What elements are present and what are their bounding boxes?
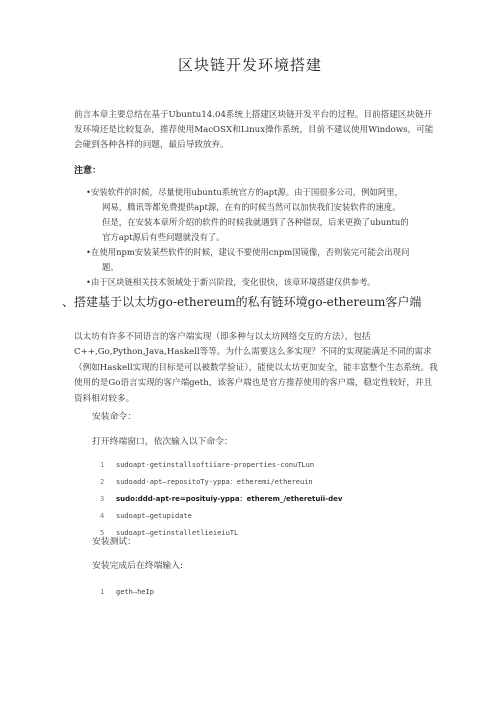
code-line bbox=[100, 491, 440, 508]
section-heading: 、搭建基于以太坊go-ethereum的私有链环境go-ethereum客户端 bbox=[62, 295, 422, 309]
page-title: 区块链开发环境搭建 bbox=[177, 56, 322, 74]
note-line: •在使用npm安装某些软件的时候，建议不要使用cnpm国镜像，否则装完可能会出现问 bbox=[86, 247, 410, 257]
note-line: 官方apt源后有些问题就没有了。 bbox=[102, 232, 225, 242]
code-text: sudo:ddd-apt-re=posituiy-yppa：etherem_/etheretuii-dev bbox=[116, 495, 343, 503]
line-number: 3 bbox=[100, 495, 105, 503]
install-test-label: 安装测试： bbox=[92, 537, 136, 547]
line-number: 1 bbox=[100, 461, 105, 469]
line-number: 4 bbox=[100, 512, 105, 520]
code-line bbox=[100, 525, 440, 542]
code-text: sudoadd-apt—repositoTy-yppa：etheremi/ethereuin bbox=[116, 478, 313, 486]
note-line: 网易，腾讯等都免费提供apt源，在有的时候当然可以加快我们安装软件的速度。 bbox=[102, 202, 401, 212]
code-line bbox=[100, 508, 440, 525]
code-line bbox=[100, 457, 440, 474]
section-body: 以太坊有许多不同语言的客户端实现（即多种与以太坊网络交互的方法），包括C++,Go,Python,Java,Haskell等等。为什么需要这么多实现？不同的实现能满足不同的需求（例如Haskell实现的目标是可以被数学验证），能使以太坊更加安全，能丰富整个生态系统。我使用的是Go语言实现的客户端geth，该客户端也是官方推荐使用的客户端，稳定性较好，并且资料相对较多。 bbox=[74, 332, 438, 404]
note-line: 但是，在安装本章所介绍的软件的时候我就遇到了各种错误，后来更换了ubuntu的 bbox=[102, 217, 409, 227]
note-title: 注意： bbox=[74, 166, 102, 176]
code-text: geth—heIp bbox=[116, 588, 154, 596]
code-text: sudoapt—getinstalletlieieiuTL bbox=[116, 529, 239, 537]
install-command-label: 安装命令： bbox=[92, 412, 136, 422]
code-line bbox=[100, 474, 440, 491]
line-number: 5 bbox=[100, 529, 105, 537]
after-install-label: 安装完成后在终端输入: bbox=[92, 561, 183, 571]
note-line: •安装软件的时候，尽量使用ubuntu系统官方的apt源。由于国很多公司，例如阿里， bbox=[86, 187, 403, 197]
test-code-block bbox=[100, 584, 440, 601]
code-text: sudoapt—getupidate bbox=[116, 512, 192, 520]
code-text: sudoapt-getinstallsoftiiare-properties-conuTLun bbox=[116, 461, 315, 469]
code-line bbox=[100, 584, 440, 601]
line-number: 2 bbox=[100, 478, 105, 486]
note-line: 题。 bbox=[102, 262, 119, 272]
line-number: 1 bbox=[100, 588, 105, 596]
notes-list bbox=[86, 185, 436, 290]
note-line: •由于区块链相关技术领域处于新兴阶段，变化很快，该章环境搭建仅供参考。 bbox=[86, 277, 376, 287]
install-code-block bbox=[100, 457, 440, 542]
intro-paragraph: 前言本章主要总结在基于Ubuntu14.04系统上搭建区块链开发平台的过程。目前搭建区块链开发环境还是比较复杂，推荐使用MacOSX和Linux操作系统，目前不建议使用Windows，可能会碰到各种各样的问题，最后导致放弃。 bbox=[74, 110, 434, 150]
open-terminal-label: 打开终端窗口，依次输入以下命令： bbox=[92, 437, 233, 447]
